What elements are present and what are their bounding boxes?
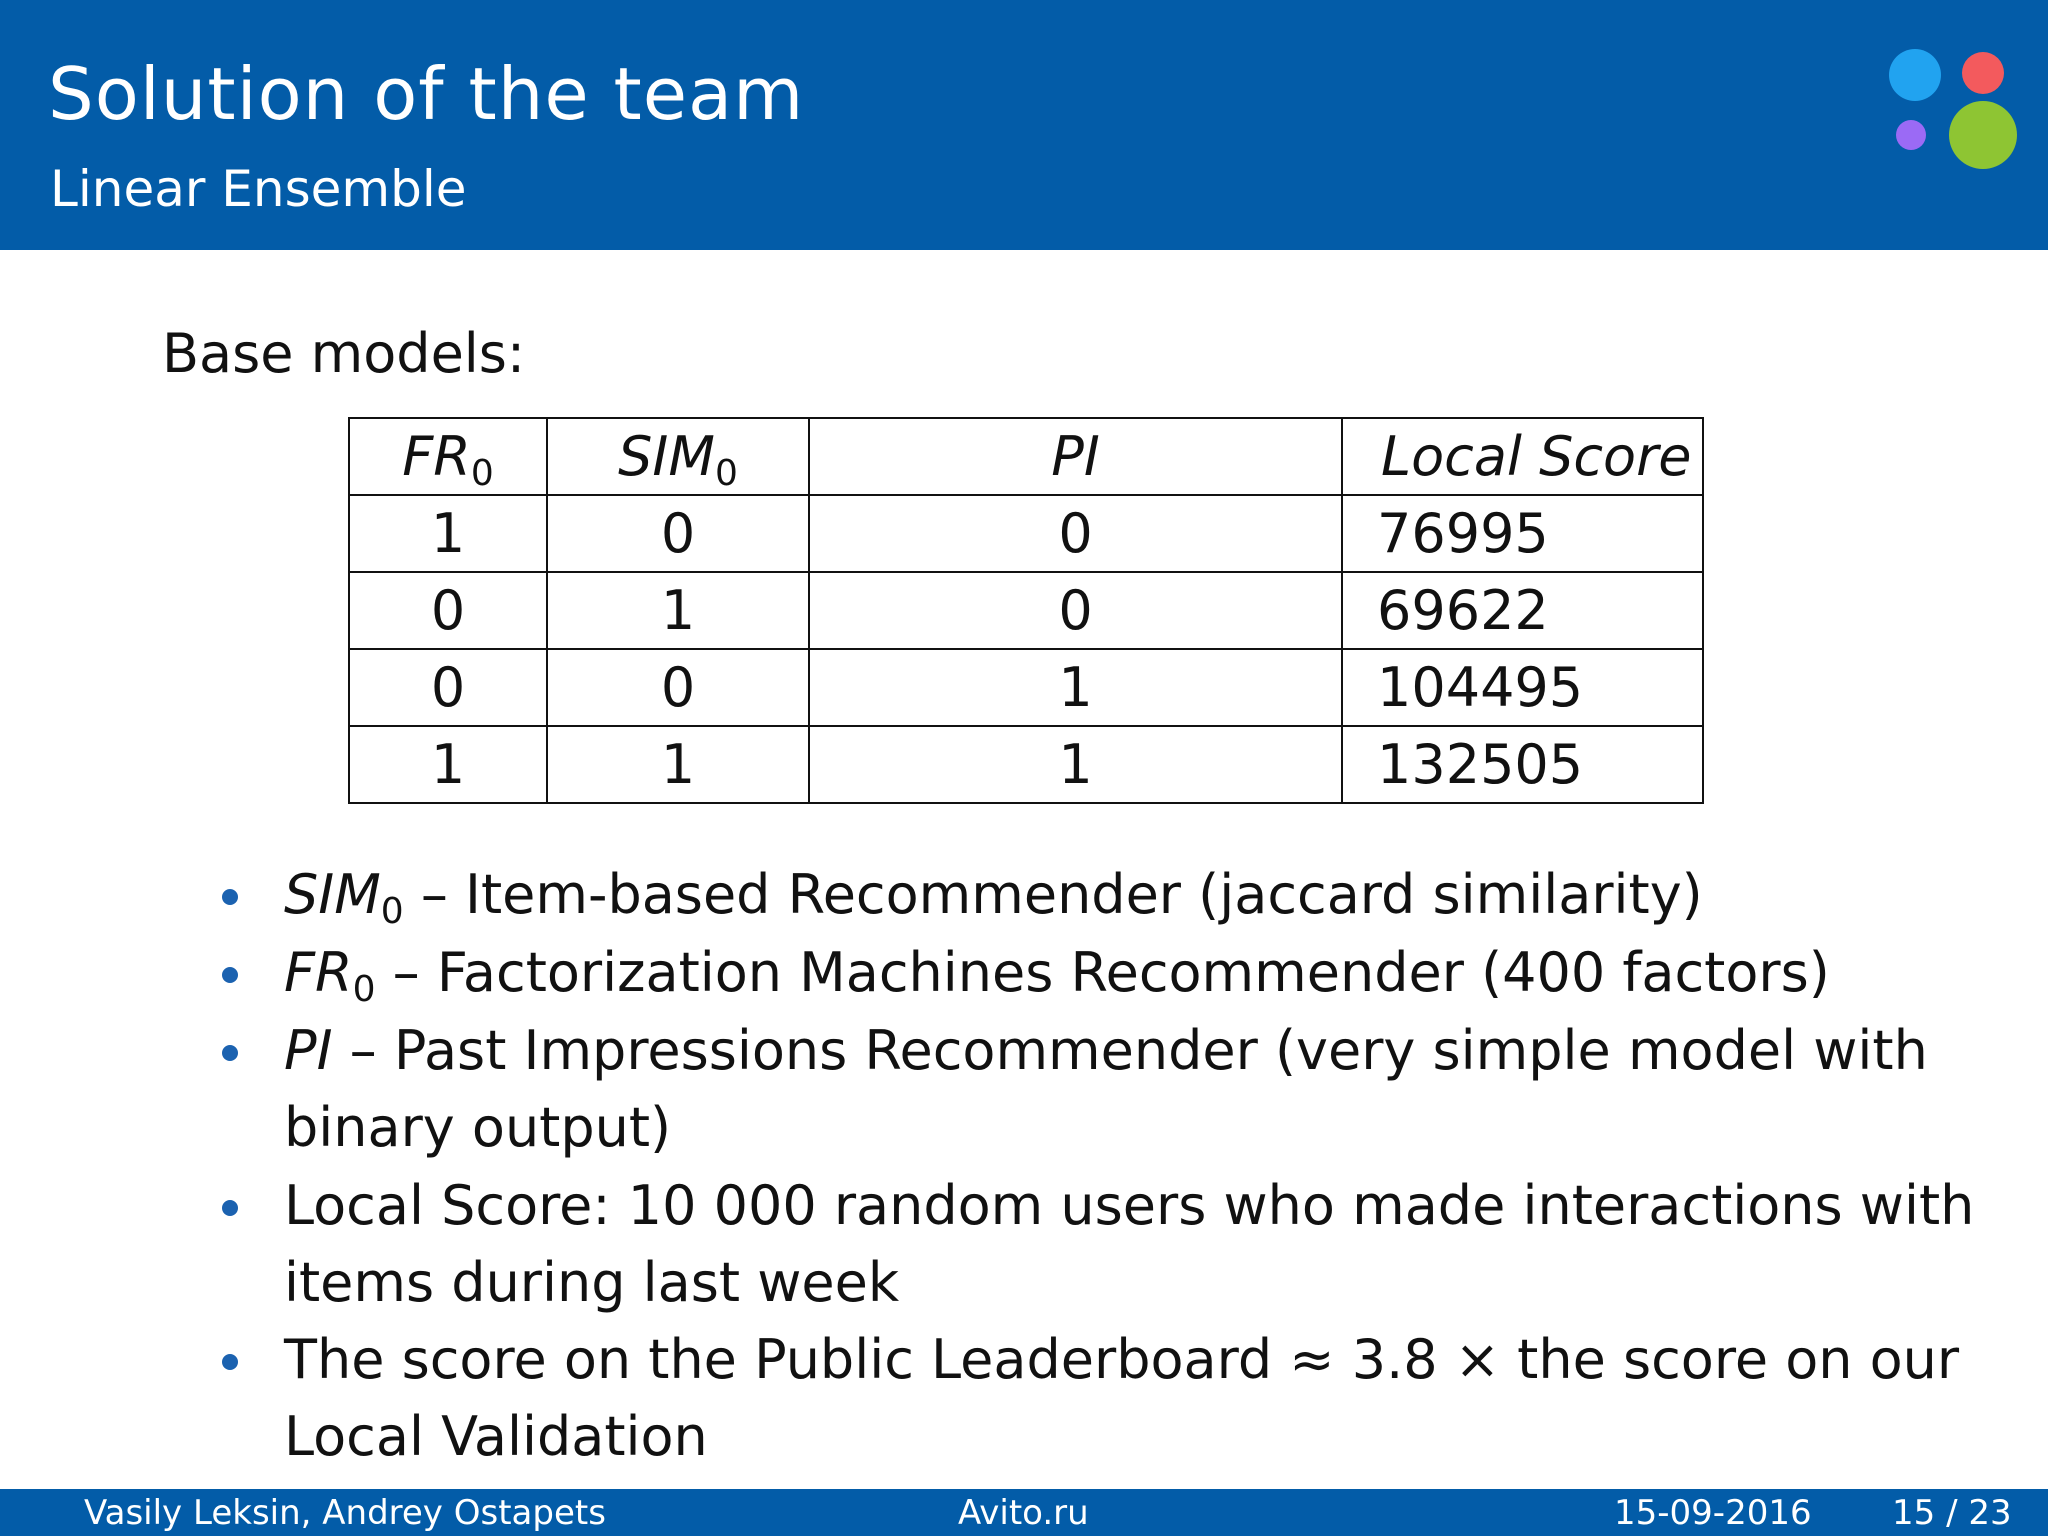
footer-page-number: 15 / 23: [1892, 1493, 2012, 1533]
table-cell: 1: [349, 726, 547, 803]
table-row: [349, 649, 1703, 726]
header-local-score: Local Score: [1342, 418, 1703, 495]
footer-authors: Vasily Leksin, Andrey Ostapets: [84, 1493, 606, 1533]
table-header-row: [349, 418, 1703, 495]
table-row: [349, 572, 1703, 649]
table-cell: 0: [547, 495, 809, 572]
base-models-table: [348, 417, 1704, 804]
table-cell: 0: [547, 649, 809, 726]
footer-venue: Avito.ru: [958, 1493, 1089, 1533]
logo-red-dot: [1962, 52, 2004, 94]
bullet-dot: [222, 1045, 238, 1061]
table-cell: 0: [349, 572, 547, 649]
bullet-dot: [222, 967, 238, 983]
list-item: $FR_0$ – Factorization Machines Recommender (400 factors): [284, 941, 1830, 1010]
table-cell: 1: [809, 726, 1342, 803]
table-cell: 0: [349, 649, 547, 726]
table-cell: 76995: [1342, 495, 1703, 572]
slide-footer: [0, 1489, 2048, 1536]
table-cell: 1: [547, 726, 809, 803]
list-item: $SIM_0$ – Item-based Recommender (jaccard similarity): [284, 863, 1703, 932]
logo-green-dot: [1949, 101, 2017, 169]
table-cell: 0: [809, 572, 1342, 649]
table-cell: 69622: [1342, 572, 1703, 649]
footer-date: 15-09-2016: [1614, 1493, 1812, 1533]
slide-title: Solution of the team: [48, 52, 805, 136]
header-sim0: $SIM_0$: [547, 418, 809, 495]
slide-header: [0, 0, 2048, 250]
bullet-dot: [222, 1200, 238, 1216]
bullet-dot: [222, 1354, 238, 1370]
table-row: [349, 495, 1703, 572]
avito-logo: [1886, 46, 2010, 170]
table-cell: 104495: [1342, 649, 1703, 726]
list-item: The score on the Public Leaderboard ≈ 3.8 × the score on our Local Validation: [284, 1328, 1960, 1468]
logo-blue-dot: [1889, 49, 1941, 101]
header-fr0: $FR_0$: [349, 418, 547, 495]
list-item: Local Score: 10 000 random users who made interactions with items during last week: [284, 1174, 1975, 1314]
table-row: [349, 726, 1703, 803]
table-cell: 132505: [1342, 726, 1703, 803]
header-pi: PI: [809, 418, 1342, 495]
base-models-label: Base models:: [162, 322, 526, 385]
table-cell: 1: [809, 649, 1342, 726]
bullet-dot: [222, 889, 238, 905]
table-cell: 1: [547, 572, 809, 649]
list-item: PI – Past Impressions Recommender (very simple model with binary output): [284, 1019, 1928, 1159]
slide-subtitle: Linear Ensemble: [50, 160, 467, 218]
logo-purple-dot: [1896, 120, 1926, 150]
table-cell: 1: [349, 495, 547, 572]
table-cell: 0: [809, 495, 1342, 572]
